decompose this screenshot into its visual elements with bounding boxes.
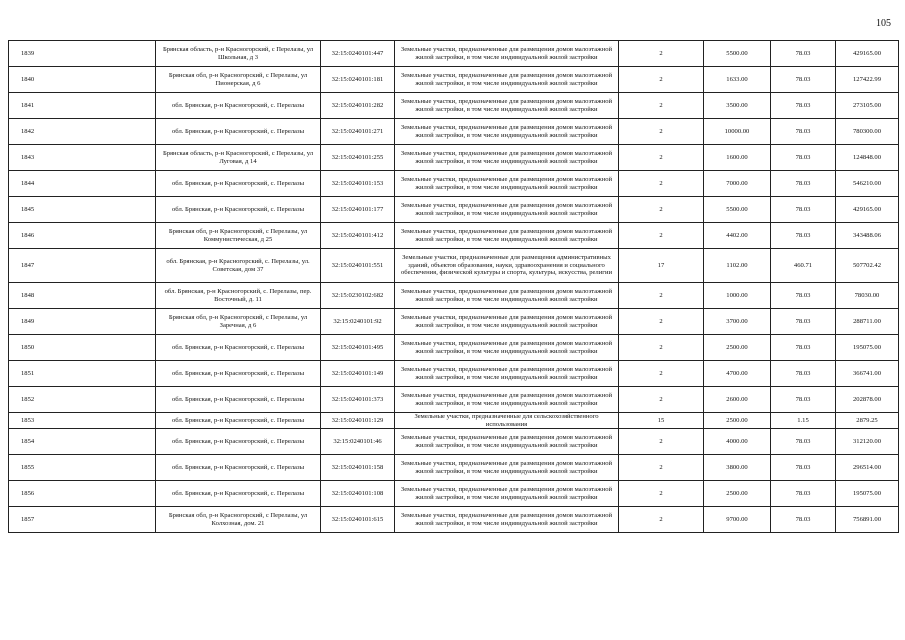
group-number-cell: 2 [619, 119, 704, 145]
land-use-cell: Земельные участки, предназначенные для размещения домов малоэтажной жилой застройки, в том числе индивидуальной жилой застройки [395, 335, 619, 361]
address-cell: Брянская область, р-н Красногорский, с Перелазы, ул Школьная, д 3 [156, 41, 321, 67]
address-cell: обл. Брянская, р-н Красногорский, с. Перелазы [156, 429, 321, 455]
area-cell: 1000.00 [704, 283, 771, 309]
land-use-cell: Земельные участки, предназначенные для размещения домов малоэтажной жилой застройки, в том числе индивидуальной жилой застройки [395, 171, 619, 197]
cadastral-value-cell: 546210.00 [836, 171, 899, 197]
table-row [9, 455, 899, 481]
cadastral-value-cell: 780300.00 [836, 119, 899, 145]
table-row [9, 309, 899, 335]
area-cell: 2500.00 [704, 413, 771, 429]
row-number-cell: 1854 [9, 429, 156, 455]
cadastral-number-cell: 32:15:0240101:129 [321, 413, 395, 429]
cadastral-number-cell: 32:15:0240101:551 [321, 249, 395, 283]
row-number-cell: 1840 [9, 67, 156, 93]
address-cell: обл. Брянская, р-н Красногорский, с. Перелазы [156, 361, 321, 387]
cadastral-value-cell: 195075.00 [836, 335, 899, 361]
cadastral-number-cell: 32:15:0240101:158 [321, 455, 395, 481]
row-number-cell: 1844 [9, 171, 156, 197]
area-cell: 2600.00 [704, 387, 771, 413]
specific-value-cell: 78.03 [771, 171, 836, 197]
specific-value-cell: 78.03 [771, 481, 836, 507]
area-cell: 4402.00 [704, 223, 771, 249]
group-number-cell: 2 [619, 197, 704, 223]
table-row [9, 361, 899, 387]
cadastral-number-cell: 32:15:0240101:615 [321, 507, 395, 533]
specific-value-cell: 78.03 [771, 41, 836, 67]
specific-value-cell: 78.03 [771, 223, 836, 249]
address-cell: Брянская обл, р-н Красногорский, с Перелазы, ул Заречная, д 6 [156, 309, 321, 335]
group-number-cell: 2 [619, 171, 704, 197]
address-cell: обл. Брянская, р-н Красногорский, с. Перелазы [156, 119, 321, 145]
group-number-cell: 2 [619, 93, 704, 119]
table-row [9, 145, 899, 171]
specific-value-cell: 78.03 [771, 119, 836, 145]
table-row [9, 507, 899, 533]
row-number-cell: 1839 [9, 41, 156, 67]
address-cell: обл. Брянская, р-н Красногорский, с. Перелазы [156, 413, 321, 429]
cadastral-number-cell: 32:15:0230102:682 [321, 283, 395, 309]
table-row [9, 93, 899, 119]
cadastral-number-cell: 32:15:0240101:412 [321, 223, 395, 249]
table-row [9, 387, 899, 413]
address-cell: обл. Брянская, р-н Красногорский, с. Перелазы [156, 335, 321, 361]
address-cell: обл. Брянская, р-н Красногорский, с. Перелазы [156, 93, 321, 119]
cadastral-value-cell: 756891.00 [836, 507, 899, 533]
area-cell: 2500.00 [704, 481, 771, 507]
specific-value-cell: 78.03 [771, 93, 836, 119]
land-use-cell: Земельные участки, предназначенные для размещения домов малоэтажной жилой застройки, в том числе индивидуальной жилой застройки [395, 119, 619, 145]
group-number-cell: 2 [619, 361, 704, 387]
area-cell: 10000.00 [704, 119, 771, 145]
area-cell: 1600.00 [704, 145, 771, 171]
cadastral-value-cell: 78030.00 [836, 283, 899, 309]
cadastral-value-table [8, 40, 899, 533]
row-number-cell: 1845 [9, 197, 156, 223]
specific-value-cell: 78.03 [771, 361, 836, 387]
row-number-cell: 1846 [9, 223, 156, 249]
address-cell: Брянская обл, р-н Красногорский, с Перелазы, ул Пионерская, д 6 [156, 67, 321, 93]
group-number-cell: 17 [619, 249, 704, 283]
cadastral-value-cell: 288711.00 [836, 309, 899, 335]
address-cell: Брянская область, р-н Красногорский, с Перелазы, ул Луговая, д 14 [156, 145, 321, 171]
cadastral-number-cell: 32:15:0240101:282 [321, 93, 395, 119]
area-cell: 3500.00 [704, 93, 771, 119]
specific-value-cell: 78.03 [771, 309, 836, 335]
row-number-cell: 1842 [9, 119, 156, 145]
group-number-cell: 2 [619, 145, 704, 171]
cadastral-number-cell: 32:15:0240101:177 [321, 197, 395, 223]
cadastral-number-cell: 32:15:0240101:149 [321, 361, 395, 387]
address-cell: Брянская обл, р-н Красногорский, с Перелазы, ул Колхозная, дом. 21 [156, 507, 321, 533]
land-use-cell: Земельные участки, предназначенные для размещения домов малоэтажной жилой застройки, в том числе индивидуальной жилой застройки [395, 223, 619, 249]
table-row [9, 429, 899, 455]
row-number-cell: 1848 [9, 283, 156, 309]
row-number-cell: 1853 [9, 413, 156, 429]
row-number-cell: 1843 [9, 145, 156, 171]
cadastral-number-cell: 32:15:0240101:92 [321, 309, 395, 335]
group-number-cell: 2 [619, 67, 704, 93]
land-use-cell: Земельные участки, предназначенные для размещения домов малоэтажной жилой застройки, в том числе индивидуальной жилой застройки [395, 41, 619, 67]
table-row [9, 335, 899, 361]
area-cell: 7000.00 [704, 171, 771, 197]
land-use-cell: Земельные участки, предназначенные для размещения домов малоэтажной жилой застройки, в том числе индивидуальной жилой застройки [395, 481, 619, 507]
group-number-cell: 2 [619, 283, 704, 309]
table-row [9, 67, 899, 93]
cadastral-number-cell: 32:15:0240101:181 [321, 67, 395, 93]
row-number-cell: 1855 [9, 455, 156, 481]
row-number-cell: 1850 [9, 335, 156, 361]
area-cell: 5500.00 [704, 197, 771, 223]
specific-value-cell: 78.03 [771, 429, 836, 455]
specific-value-cell: 78.03 [771, 507, 836, 533]
cadastral-value-cell: 296514.00 [836, 455, 899, 481]
page-number: 105 [876, 18, 891, 29]
table-row [9, 119, 899, 145]
cadastral-value-cell: 124848.00 [836, 145, 899, 171]
table-row [9, 171, 899, 197]
area-cell: 2500.00 [704, 335, 771, 361]
cadastral-number-cell: 32:15:0240101:153 [321, 171, 395, 197]
group-number-cell: 2 [619, 507, 704, 533]
area-cell: 9700.00 [704, 507, 771, 533]
cadastral-value-cell: 312120.00 [836, 429, 899, 455]
group-number-cell: 2 [619, 429, 704, 455]
row-number-cell: 1841 [9, 93, 156, 119]
cadastral-value-cell: 429165.00 [836, 41, 899, 67]
specific-value-cell: 1.15 [771, 413, 836, 429]
table-row [9, 249, 899, 283]
row-number-cell: 1852 [9, 387, 156, 413]
land-use-cell: Земельные участки, предназначенные для размещения административных зданий, объектов образования, науки, здравоохранения и социального обеспечения, физической культуры и спорта, культуры, искусства, религии [395, 249, 619, 283]
table-row [9, 197, 899, 223]
cadastral-number-cell: 32:15:0240101:447 [321, 41, 395, 67]
land-use-cell: Земельные участки, предназначенные для сельскохозяйственного использования [395, 413, 619, 429]
area-cell: 3800.00 [704, 455, 771, 481]
row-number-cell: 1849 [9, 309, 156, 335]
group-number-cell: 15 [619, 413, 704, 429]
cadastral-value-cell: 273105.00 [836, 93, 899, 119]
cadastral-number-cell: 32:15:0240101:495 [321, 335, 395, 361]
area-cell: 5500.00 [704, 41, 771, 67]
cadastral-value-cell: 343488.06 [836, 223, 899, 249]
land-use-cell: Земельные участки, предназначенные для размещения домов малоэтажной жилой застройки, в том числе индивидуальной жилой застройки [395, 283, 619, 309]
group-number-cell: 2 [619, 387, 704, 413]
cadastral-number-cell: 32:15:0240101:108 [321, 481, 395, 507]
table-row [9, 413, 899, 429]
table-row [9, 41, 899, 67]
address-cell: обл. Брянская, р-н Красногорский, с. Перелазы [156, 197, 321, 223]
land-use-cell: Земельные участки, предназначенные для размещения домов малоэтажной жилой застройки, в том числе индивидуальной жилой застройки [395, 429, 619, 455]
group-number-cell: 2 [619, 481, 704, 507]
land-use-cell: Земельные участки, предназначенные для размещения домов малоэтажной жилой застройки, в том числе индивидуальной жилой застройки [395, 361, 619, 387]
specific-value-cell: 78.03 [771, 387, 836, 413]
group-number-cell: 2 [619, 41, 704, 67]
area-cell: 4000.00 [704, 429, 771, 455]
group-number-cell: 2 [619, 335, 704, 361]
row-number-cell: 1856 [9, 481, 156, 507]
address-cell: обл. Брянская, р-н Красногорский, с. Перелазы, пер. Восточный, д. 11 [156, 283, 321, 309]
address-cell: обл. Брянская, р-н Красногорский, с. Перелазы [156, 481, 321, 507]
land-use-cell: Земельные участки, предназначенные для размещения домов малоэтажной жилой застройки, в том числе индивидуальной жилой застройки [395, 309, 619, 335]
land-use-cell: Земельные участки, предназначенные для размещения домов малоэтажной жилой застройки, в том числе индивидуальной жилой застройки [395, 197, 619, 223]
cadastral-value-cell: 202878.00 [836, 387, 899, 413]
land-use-cell: Земельные участки, предназначенные для размещения домов малоэтажной жилой застройки, в том числе индивидуальной жилой застройки [395, 67, 619, 93]
cadastral-value-cell: 195075.00 [836, 481, 899, 507]
specific-value-cell: 78.03 [771, 455, 836, 481]
specific-value-cell: 78.03 [771, 67, 836, 93]
row-number-cell: 1857 [9, 507, 156, 533]
address-cell: Брянская обл, р-н Красногорский, с Перелазы, ул Коммунистическая, д 25 [156, 223, 321, 249]
land-use-cell: Земельные участки, предназначенные для размещения домов малоэтажной жилой застройки, в том числе индивидуальной жилой застройки [395, 387, 619, 413]
cadastral-value-cell: 429165.00 [836, 197, 899, 223]
area-cell: 1633.00 [704, 67, 771, 93]
land-use-cell: Земельные участки, предназначенные для размещения домов малоэтажной жилой застройки, в том числе индивидуальной жилой застройки [395, 507, 619, 533]
address-cell: обл. Брянская, р-н Красногорский, с. Перелазы [156, 455, 321, 481]
land-use-cell: Земельные участки, предназначенные для размещения домов малоэтажной жилой застройки, в том числе индивидуальной жилой застройки [395, 93, 619, 119]
table-row [9, 223, 899, 249]
row-number-cell: 1847 [9, 249, 156, 283]
specific-value-cell: 78.03 [771, 197, 836, 223]
specific-value-cell: 78.03 [771, 283, 836, 309]
area-cell: 3700.00 [704, 309, 771, 335]
table-row [9, 283, 899, 309]
cadastral-value-cell: 2879.25 [836, 413, 899, 429]
land-use-cell: Земельные участки, предназначенные для размещения домов малоэтажной жилой застройки, в том числе индивидуальной жилой застройки [395, 145, 619, 171]
address-cell: обл. Брянская, р-н Красногорский, с. Перелазы, ул. Советская, дом 37 [156, 249, 321, 283]
specific-value-cell: 78.03 [771, 335, 836, 361]
cadastral-value-cell: 507702.42 [836, 249, 899, 283]
cadastral-number-cell: 32:15:0240101:373 [321, 387, 395, 413]
address-cell: обл. Брянская, р-н Красногорский, с. Перелазы [156, 387, 321, 413]
group-number-cell: 2 [619, 455, 704, 481]
group-number-cell: 2 [619, 309, 704, 335]
group-number-cell: 2 [619, 223, 704, 249]
address-cell: обл. Брянская, р-н Красногорский, с. Перелазы [156, 171, 321, 197]
cadastral-number-cell: 32:15:0240101:46 [321, 429, 395, 455]
table-row [9, 481, 899, 507]
cadastral-value-cell: 366741.00 [836, 361, 899, 387]
cadastral-number-cell: 32:15:0240101:255 [321, 145, 395, 171]
area-cell: 4700.00 [704, 361, 771, 387]
specific-value-cell: 78.03 [771, 145, 836, 171]
area-cell: 1102.00 [704, 249, 771, 283]
cadastral-number-cell: 32:15:0240101:271 [321, 119, 395, 145]
land-use-cell: Земельные участки, предназначенные для размещения домов малоэтажной жилой застройки, в том числе индивидуальной жилой застройки [395, 455, 619, 481]
row-number-cell: 1851 [9, 361, 156, 387]
table-body [9, 41, 899, 533]
specific-value-cell: 460.71 [771, 249, 836, 283]
cadastral-value-cell: 127422.99 [836, 67, 899, 93]
